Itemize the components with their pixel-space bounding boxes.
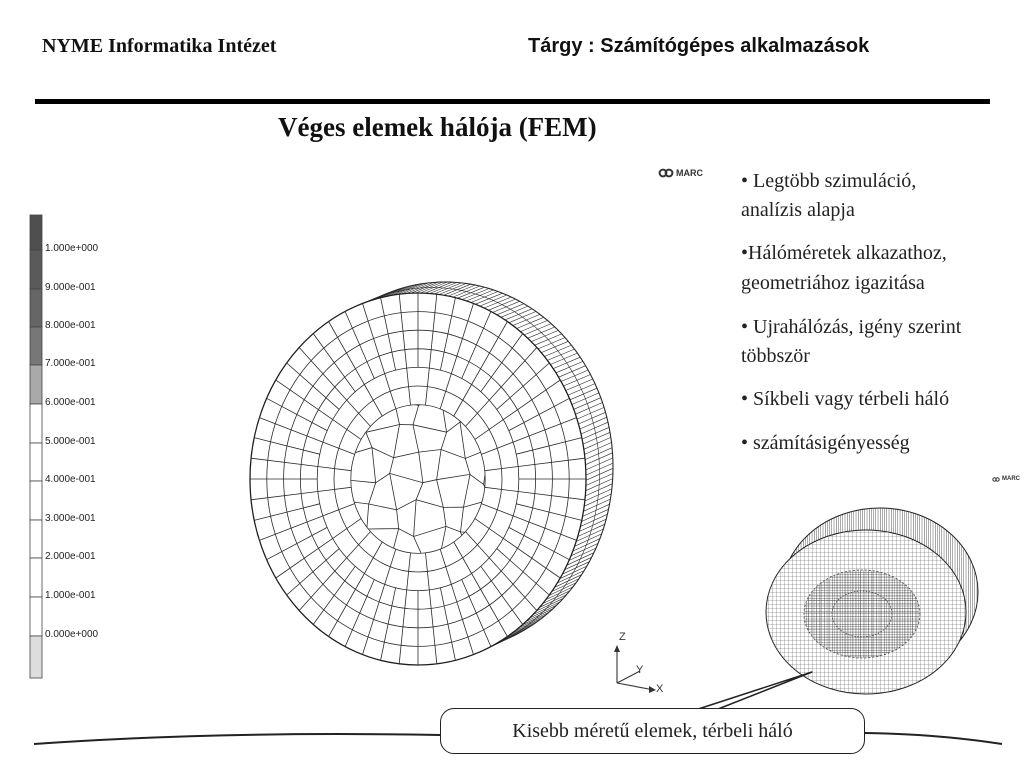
- legend-color-segment: [30, 443, 42, 481]
- frame-curve-right: [865, 733, 1002, 744]
- marc-logo-small: [992, 476, 1020, 482]
- x-axis-label: X: [656, 683, 664, 695]
- fine-disk-center-mesh: [804, 570, 920, 658]
- legend-label: 5.000e-001: [45, 436, 96, 447]
- callout-pointer: [686, 672, 812, 713]
- bullet-3-line-1: • Ujrahálózás, igény szerint: [741, 316, 962, 338]
- legend-color-segment: [30, 404, 42, 443]
- y-axis-label: Y: [636, 664, 644, 676]
- marc-logo-icon: [992, 477, 1000, 482]
- legend-color-segment: [30, 520, 42, 558]
- legend-label: 1.000e+000: [45, 243, 99, 254]
- legend-label: 4.000e-001: [45, 474, 96, 485]
- legend-color-bar: [30, 215, 42, 678]
- marc-logo-text: MARC: [676, 168, 703, 178]
- axis-triad: [614, 645, 656, 693]
- bullet-2-line-2: geometriához igazitása: [741, 272, 925, 294]
- legend-color-segment: [30, 327, 42, 365]
- marc-logo-small-text: MARC: [1002, 476, 1020, 482]
- bullet-5-line-1: • számításigényesség: [741, 432, 910, 454]
- legend-label: 1.000e-001: [45, 590, 96, 601]
- legend-color-segment: [30, 365, 42, 404]
- institute-name: NYME Informatika Intézet: [42, 35, 277, 57]
- callout-text: Kisebb méretű elemek, térbeli háló: [512, 719, 793, 742]
- legend-color-segment: [30, 636, 42, 678]
- marc-logo-icon: [658, 168, 674, 178]
- bullet-3-line-2: többször: [741, 345, 810, 367]
- x-axis-line: [617, 683, 654, 690]
- z-axis-label: Z: [619, 631, 626, 643]
- bullet-1-line-2: analízis alapja: [741, 199, 855, 221]
- legend-color-segment: [30, 215, 42, 250]
- legend-label: 6.000e-001: [45, 397, 96, 408]
- legend-label: 2.000e-001: [45, 551, 96, 562]
- header-rule: [35, 99, 990, 104]
- frame-curve-left: [34, 734, 440, 744]
- marc-logo: [658, 168, 703, 178]
- fine-mesh-disk: [766, 508, 978, 694]
- z-axis-arrowhead: [614, 645, 620, 652]
- legend-label: 7.000e-001: [45, 358, 96, 369]
- legend-color-segment: [30, 597, 42, 636]
- coarse-mesh-disk: [250, 282, 613, 665]
- legend-color-segment: [30, 558, 42, 597]
- bullet-2-line-1: •Hálóméretek alkazathoz,: [741, 242, 947, 264]
- x-axis-arrowhead: [649, 686, 656, 693]
- legend-label: 0.000e+000: [45, 629, 99, 640]
- bullet-4-line-1: • Síkbeli vagy térbeli háló: [741, 388, 950, 410]
- legend-label: 9.000e-001: [45, 282, 96, 293]
- slide-title: Véges elemek hálója (FEM): [278, 112, 597, 142]
- legend-label: 3.000e-001: [45, 513, 96, 524]
- legend-color-segment: [30, 289, 42, 327]
- course-subject: Tárgy : Számítógépes alkalmazások: [528, 35, 870, 57]
- bullet-1-line-1: • Legtöbb szimuláció,: [741, 170, 917, 192]
- legend-color-segment: [30, 481, 42, 520]
- callout-box: [440, 708, 865, 754]
- legend-label: 8.000e-001: [45, 320, 96, 331]
- legend-color-segment: [30, 250, 42, 289]
